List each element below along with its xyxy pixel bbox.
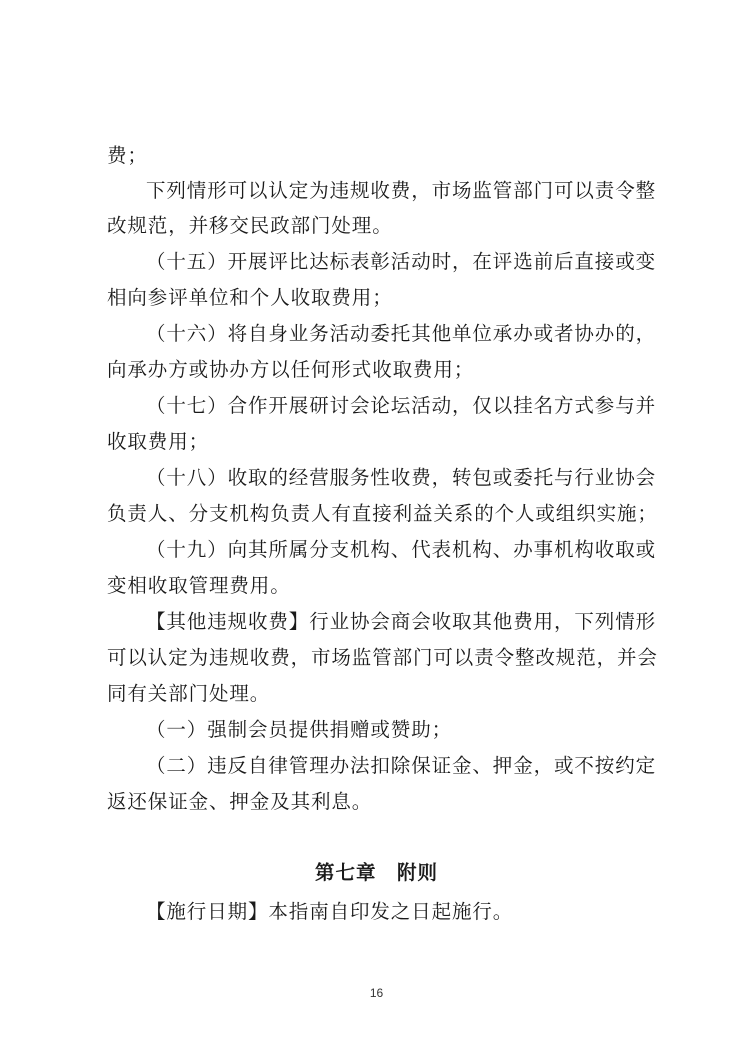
text-line: 向承办方或协办方以任何形式收取费用； — [107, 358, 475, 381]
text-line: 下列情形可以认定为违规收费，市场监管部门可以责令整 — [146, 179, 657, 202]
text-line: 改规范，并移交民政部门处理。 — [107, 214, 393, 237]
text-line: （二）违反自律管理办法扣除保证金、押金，或不按约定 — [146, 754, 657, 777]
chapter-heading: 第七章 附则 — [314, 861, 438, 884]
text-line: （十八）收取的经营服务性收费，转包或委托与行业协会 — [146, 466, 657, 489]
text-line: 收取费用； — [107, 430, 210, 453]
page-number: 16 — [369, 986, 384, 1000]
text-line: 可以认定为违规收费，市场监管部门可以责令整改规范，并会 — [107, 646, 658, 669]
text-line: （十五）开展评比达标表彰活动时，在评选前后直接或变 — [146, 250, 657, 273]
text-line: 返还保证金、押金及其利息。 — [107, 790, 373, 813]
text-line: 【其他违规收费】行业协会商会收取其他费用，下列情形 — [146, 610, 657, 633]
text-line: 负责人、分支机构负责人有直接利益关系的个人或组织实施； — [107, 502, 658, 525]
text-line: （十七）合作开展研讨会论坛活动，仅以挂名方式参与并 — [146, 394, 657, 417]
text-line: （十六）将自身业务活动委托其他单位承办或者协办的， — [146, 322, 657, 345]
text-line: 变相收取管理费用。 — [107, 574, 291, 597]
text-line: （一）强制会员提供捐赠或赞助； — [146, 718, 453, 741]
text-line: 相向参评单位和个人收取费用； — [107, 286, 393, 309]
text-line: （十九）向其所属分支机构、代表机构、办事机构收取或 — [146, 538, 657, 561]
text-line: 费； — [107, 144, 148, 167]
text-line: 【施行日期】本指南自印发之日起施行。 — [146, 900, 514, 923]
text-line: 同有关部门处理。 — [107, 682, 271, 705]
